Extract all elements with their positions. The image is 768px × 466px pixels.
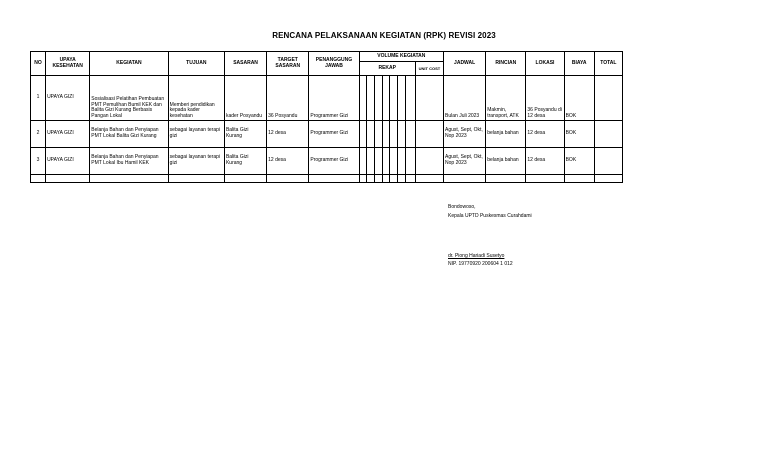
- cell-penanggung: Programmer Gizi: [309, 121, 359, 148]
- header-biaya: BIAYA: [564, 52, 594, 76]
- cell-biaya: BOK: [564, 148, 594, 175]
- signature-name: dr. Piong Hariadi Susetyo: [448, 253, 505, 259]
- cell-total: [594, 148, 622, 175]
- cell-lokasi: 12 desa: [526, 121, 564, 148]
- cell-target: 36 Posyandu: [267, 76, 309, 121]
- cell-penanggung: Programmer Gizi: [309, 148, 359, 175]
- cell-sasaran: Balita Gizi Kurang: [224, 121, 266, 148]
- header-volume: VOLUME KEGIATAN: [359, 52, 443, 62]
- cell-rincian: belanja bahan: [486, 148, 526, 175]
- cell-rincian: Makmin, transport, ATK: [486, 76, 526, 121]
- cell-jadwal: Bulan Juli 2023: [444, 76, 486, 121]
- cell-lokasi: 36 Posyandu di 12 desa: [526, 76, 564, 121]
- cell-no: 1: [31, 76, 46, 121]
- header-no: NO: [31, 52, 46, 76]
- table-row-empty: [31, 175, 623, 183]
- cell-upaya: UPAYA GIZI: [46, 148, 90, 175]
- cell-tujuan: sebagai layanan terapi gizi: [168, 121, 224, 148]
- cell-jadwal: Agust, Sept, Okt, Nop 2023: [444, 148, 486, 175]
- header-kegiatan: KEGIATAN: [90, 52, 168, 76]
- cell-no: 2: [31, 121, 46, 148]
- cell-kegiatan: Sosialisasi Pelatihan Pembuatan PMT Pemulihan Bumil KEK dan Balita Gizi Kurang Berbasis Pangan Lokal: [90, 76, 168, 121]
- cell-jadwal: Agust, Sept, Okt, Nop 2023: [444, 121, 486, 148]
- cell-penanggung: Programmer Gizi: [309, 76, 359, 121]
- cell-rincian: belanja bahan: [486, 121, 526, 148]
- header-jadwal: JADWAL: [444, 52, 486, 76]
- header-tujuan: TUJUAN: [168, 52, 224, 76]
- cell-total: [594, 76, 622, 121]
- table-row: [31, 76, 623, 121]
- page-title: RENCANA PELAKSANAAN KEGIATAN (RPK) REVISI 2023: [272, 31, 496, 40]
- cell-kegiatan: Belanja Bahan dan Penyiapan PMT Lokal Ibu Hamil KEK: [90, 148, 168, 175]
- cell-kegiatan: Belanja Bahan dan Penyiapan PMT Lokal Balita Gizi Kurang: [90, 121, 168, 148]
- header-rekap: REKAP: [359, 62, 415, 76]
- signature-place: Bondowoso,: [448, 204, 476, 210]
- header-lokasi: LOKASI: [526, 52, 564, 76]
- rpk-table: [30, 51, 623, 183]
- cell-sasaran: kader Posyandu: [224, 76, 266, 121]
- header-total: TOTAL: [594, 52, 622, 76]
- signature-nip: NIP. 19770920 200604 1 012: [448, 261, 513, 267]
- header-sasaran: SASARAN: [224, 52, 266, 76]
- cell-tujuan: sebagai layanan terapi gizi: [168, 148, 224, 175]
- cell-sasaran: Balita Gizi Kurang: [224, 148, 266, 175]
- cell-target: 12 desa: [267, 121, 309, 148]
- cell-total: [594, 121, 622, 148]
- cell-tujuan: Memberi pendidikan kepada kader kesehatan: [168, 76, 224, 121]
- cell-upaya: UPAYA GIZI: [46, 76, 90, 121]
- header-unit-cost: UNIT COST: [415, 62, 443, 76]
- cell-upaya: UPAYA GIZI: [46, 121, 90, 148]
- cell-target: 12 desa: [267, 148, 309, 175]
- signature-position: Kepala UPTD Puskesmas Curahdami: [448, 213, 532, 219]
- cell-no: 3: [31, 148, 46, 175]
- cell-biaya: BOK: [564, 76, 594, 121]
- cell-lokasi: 12 desa: [526, 148, 564, 175]
- header-penanggung: PENANGGUNG JAWAB: [309, 52, 359, 76]
- header-upaya: UPAYA KESEHATAN: [46, 52, 90, 76]
- header-target: TARGET SASARAN: [267, 52, 309, 76]
- table-row: [31, 148, 623, 175]
- table-row: [31, 121, 623, 148]
- header-rincian: RINCIAN: [486, 52, 526, 76]
- cell-biaya: BOK: [564, 121, 594, 148]
